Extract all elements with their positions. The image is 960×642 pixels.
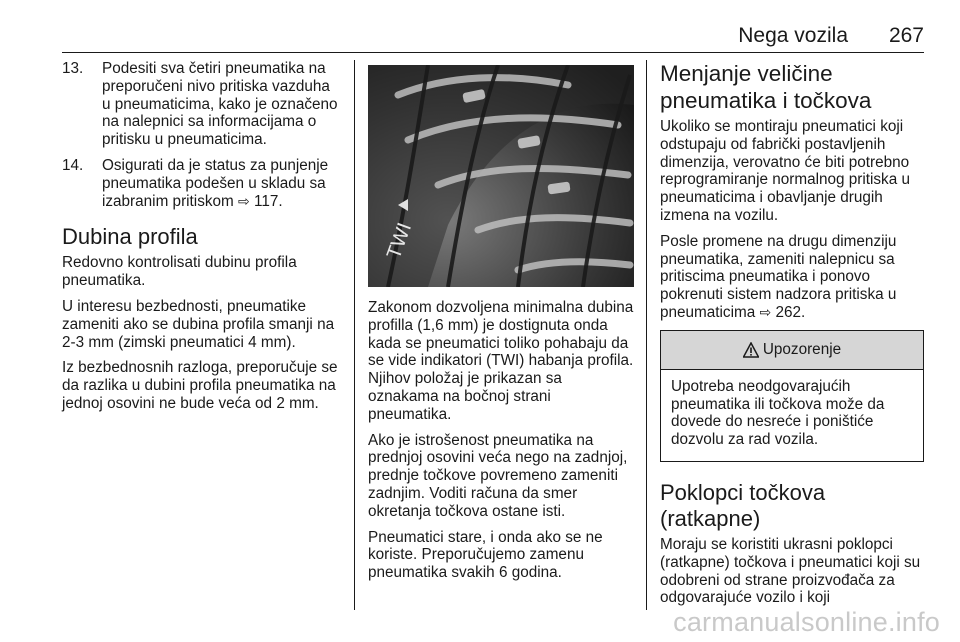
warning-header <box>661 331 923 370</box>
column-3 <box>660 60 924 615</box>
page-ref-icon: ⇨ <box>238 192 250 209</box>
warning-text: Upotreba neodgovarajućih pneumatika ili točkova može da dovede do nesreće i poništiće dozvolu za rad vozila. <box>671 377 885 449</box>
section-heading: Dubina profila <box>62 224 198 250</box>
section-heading: Poklopci točkova (ratkapne) <box>660 479 826 531</box>
step-number: 14. <box>62 156 84 174</box>
section-heading: Menjanje veličine pneumatika i točkova <box>660 61 872 113</box>
paragraph: Zakonom dozvoljena minimalna dubina profilla (1,6 mm) je dostignuta onda kada se pneumatici toliko pohabaju da se vide indikatori (TWI) habanja profila. Njihov položaj je prikazan sa oznakama na bočnoj strani pneumatika. <box>368 299 634 423</box>
step-list <box>62 60 342 210</box>
paragraph: Posle promene na drugu dimenziju pneumatika, zameniti nalepnicu sa pritiscima pneumatika i ponovo pokrenuti sistem nadzora pritiska u pneumaticima ⇨ 262. <box>660 232 897 321</box>
page-header <box>0 6 960 46</box>
warning-box <box>660 330 924 462</box>
page-number: 267 <box>888 24 924 47</box>
paragraph: Ukoliko se montiraju pneumatici koji odstupaju od fabrički postavljenih dimenzija, verovatno će biti potrebno reprogramiranje normalnog pritiska u pneumaticima i obavljanje drugih izmena na vozilu. <box>660 118 910 224</box>
paragraph: U interesu bezbednosti, pneumatike zameniti ako se dubina profila smanji na 2-3 mm (zimski pneumatici 4 mm). <box>62 297 335 351</box>
step-text: Podesiti sva četiri pneumatika na preporučeni nivo pritiska vazduha u pneumaticima, kako je označeno na nalepnici sa informacijama o pritisku u pneumaticima. <box>102 60 338 149</box>
warning-icon <box>743 342 759 358</box>
column-divider <box>354 60 355 610</box>
column-divider <box>646 60 647 610</box>
paragraph: Redovno kontrolisati dubinu profila pneumatika. <box>62 254 297 290</box>
tire-tread-illustration <box>368 65 634 287</box>
list-item <box>62 60 342 149</box>
warning-title: Upozorenje <box>762 340 842 358</box>
header-rule <box>62 52 924 53</box>
column-1 <box>62 60 342 421</box>
paragraph: Ako je istrošenost pneumatika na prednjoj osovini veća nego na zadnjoj, prednje točkove povremeno zameniti zadnjim. Voditi računa da smer okretanja točkova ostane isti. <box>368 431 628 520</box>
page-ref[interactable]: 117. <box>254 192 283 210</box>
page-ref[interactable]: 262. <box>775 303 806 321</box>
warning-body <box>661 370 923 461</box>
step-number: 13. <box>62 60 84 77</box>
paragraph: Moraju se koristiti ukrasni poklopci (ratkapne) točkova i pneumatici koji su odobreni od strane proizvođača za odgovarajuće vozilo i koji <box>660 535 921 607</box>
column-2 <box>368 60 634 590</box>
paragraph: Iz bezbednosnih razloga, preporučuje se da razlika u dubini profila pneumatika na jednoj osovini ne bude veća od 2 mm. <box>62 359 338 412</box>
watermark: carmanualsonline.info <box>673 607 940 637</box>
paragraph: Pneumatici stare, i onda ako se ne koriste. Preporučujemo zamenu pneumatika svakih 6 godina. <box>368 528 603 582</box>
list-item <box>62 157 342 210</box>
section-title: Nega vozila <box>738 24 848 47</box>
page-ref-icon: ⇨ <box>759 303 772 320</box>
step-text: Osigurati da je status za punjenje pneumatika podešen u skladu sa izabranim pritiskom <box>102 156 329 210</box>
twi-label: TWI <box>382 219 417 262</box>
